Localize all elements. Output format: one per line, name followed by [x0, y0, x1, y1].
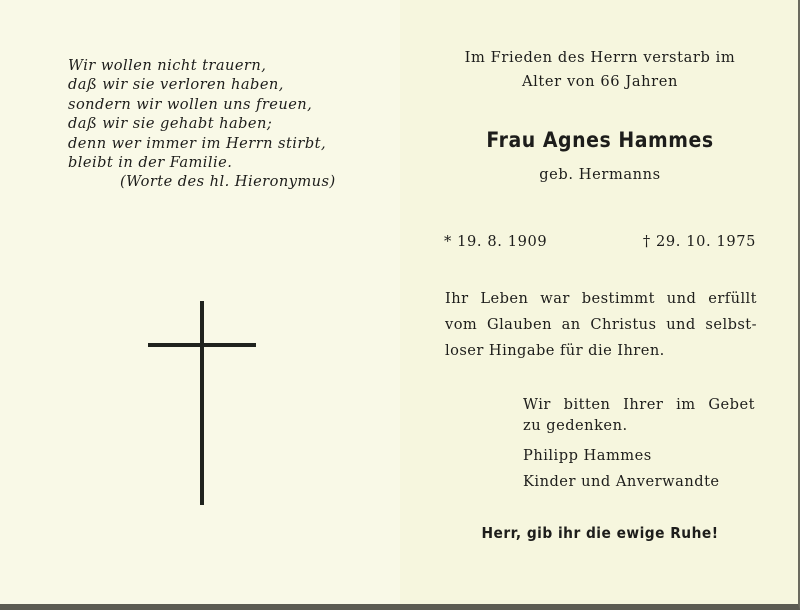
mourners: [523, 443, 755, 495]
announcement-line: Alter von 66 Jahren: [522, 73, 678, 90]
death-announcement: [442, 46, 758, 94]
verse-line: sondern wir wollen uns freuen,: [68, 95, 313, 113]
deceased-name: Frau Agnes Hammes: [486, 128, 714, 152]
left-panel: [0, 0, 400, 604]
life-line: Ihr Leben war bestimmt und erfüllt: [445, 290, 757, 307]
verse-line: daß wir sie gehabt haben;: [68, 115, 273, 133]
cross-vertical-bar: [200, 301, 204, 505]
request-line: Wir bitten Ihrer im Gebet: [523, 396, 755, 413]
life-description: [445, 286, 757, 364]
verse-line: bleibt in der Familie.: [68, 154, 233, 172]
death-date: † 29. 10. 1975: [642, 233, 756, 250]
announcement-line: Im Frieden des Herrn verstarb im: [464, 49, 736, 66]
maiden-name: geb. Hermanns: [539, 166, 661, 183]
verse-line: denn wer immer im Herrn stirbt,: [68, 134, 327, 152]
closing-prayer: Herr, gib ihr die ewige Ruhe!: [481, 524, 719, 542]
verse-source: (Worte des hl. Hieronymus): [120, 173, 336, 191]
life-line: loser Hingabe für die Ihren.: [445, 342, 665, 359]
cross-horizontal-bar: [148, 343, 256, 347]
prayer-request: [523, 394, 755, 436]
verse-line: Wir wollen nicht trauern,: [68, 57, 267, 74]
life-line: vom Glauben an Christus und selbst-: [445, 316, 757, 333]
mourner-line: Kinder und Anverwandte: [523, 473, 720, 490]
birth-date: * 19. 8. 1909: [444, 233, 548, 250]
mourner-line: Philipp Hammes: [523, 447, 652, 464]
request-line: zu gedenken.: [523, 417, 628, 434]
memorial-verse: [68, 56, 388, 192]
verse-line: daß wir sie verloren haben,: [68, 76, 284, 94]
